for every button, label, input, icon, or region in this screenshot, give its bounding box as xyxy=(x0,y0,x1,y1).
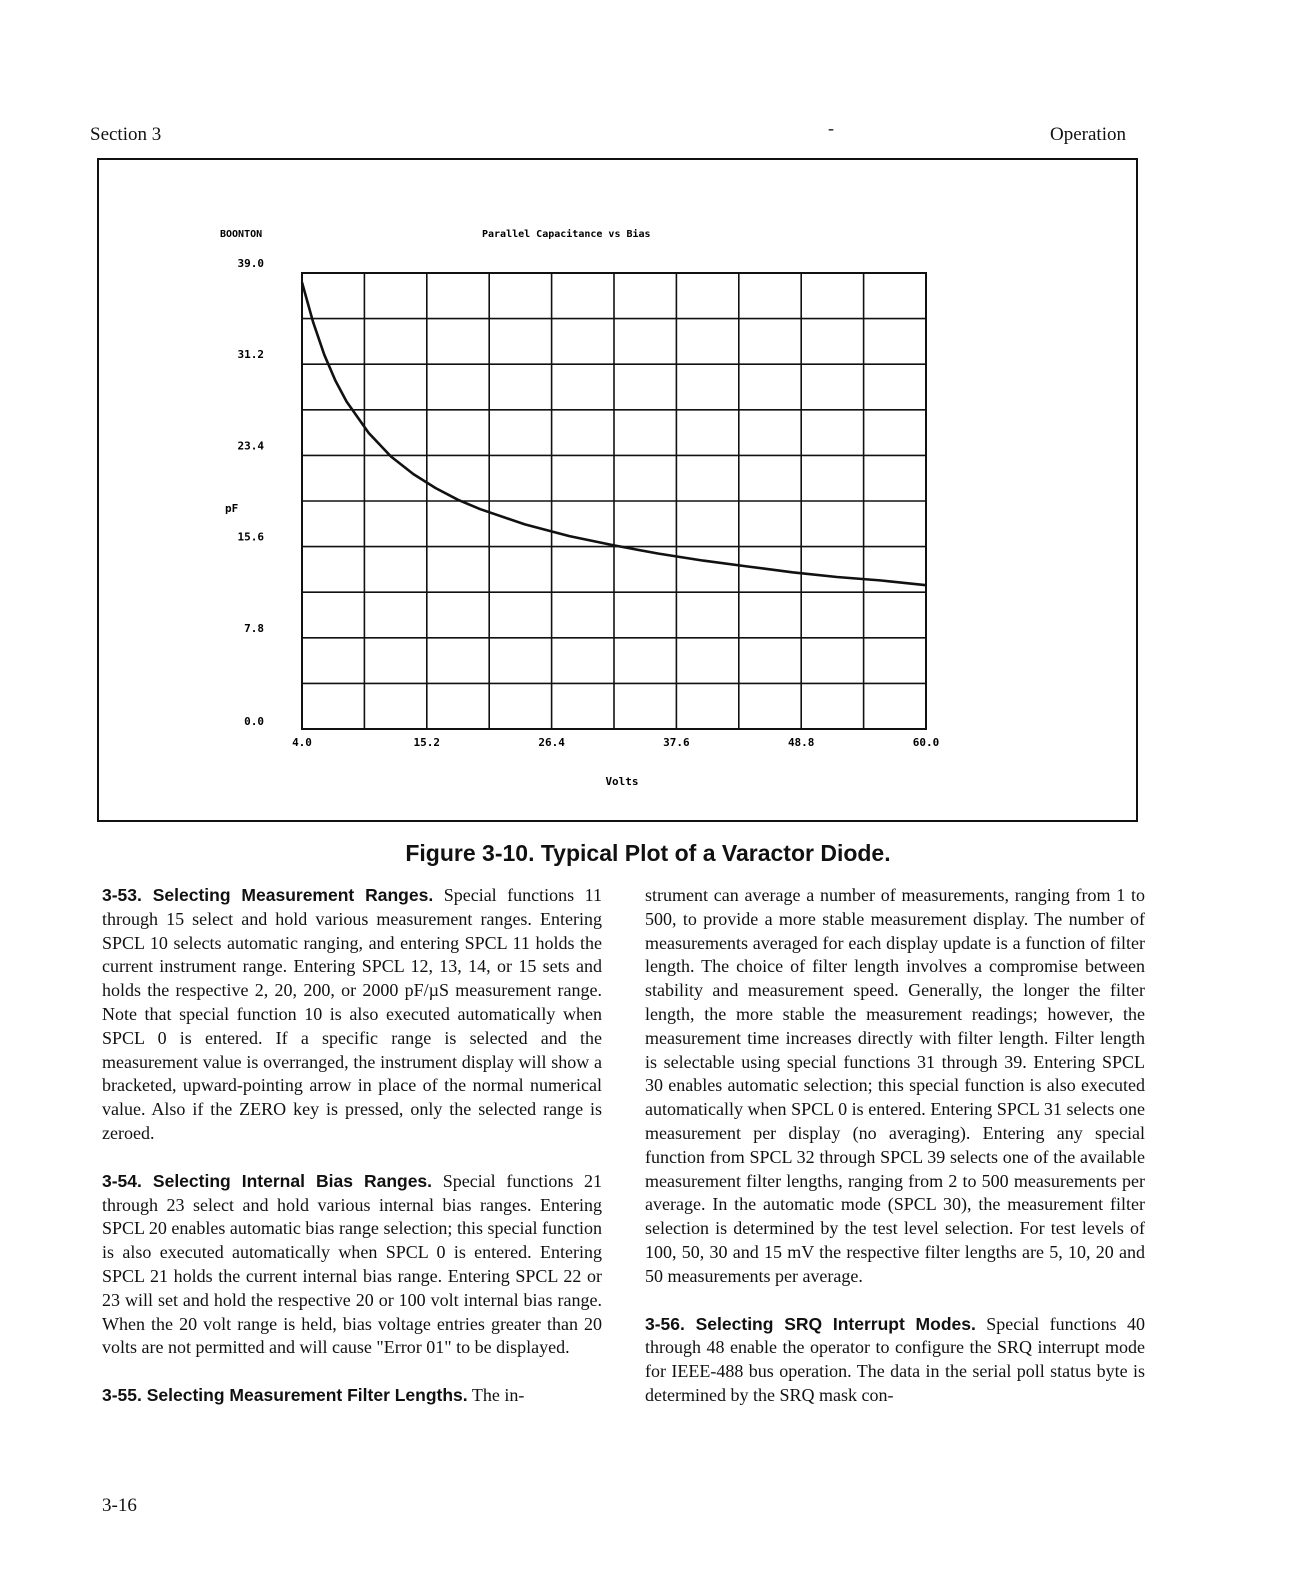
figure-caption: Figure 3-10. Typical Plot of a Varactor Diode. xyxy=(405,840,891,866)
x-axis-label: Volts xyxy=(605,775,639,788)
heading-3-54: 3-54. Selecting Internal Bias Ranges. xyxy=(102,1170,433,1191)
body-3-56: Special functions 40 through 48 enable the operator to configure the SRQ interrupt mode for IEEE-488 bus operation. The data in the serial poll status byte is determined by the SRQ mask con- xyxy=(645,1313,1145,1405)
header-dash: - xyxy=(828,118,834,138)
y-axis-label: pF xyxy=(225,502,239,515)
paragraph-3-56 xyxy=(645,1313,1145,1408)
y-tick-label: 23.4 xyxy=(237,439,264,453)
right-column xyxy=(645,884,1145,1432)
heading-3-53: 3-53. Selecting Measurement Ranges. xyxy=(102,885,434,905)
y-tick-label: 39.0 xyxy=(237,257,264,270)
y-tick-label: 7.8 xyxy=(244,621,264,635)
y-tick-label: 15.6 xyxy=(237,530,264,544)
paragraph-3-55-continued: strument can average a number of measurements, ranging from 1 to 500, to provide a more stable measurement display. The number of measurements averaged for each display update is a function of filter length. The choice of filter length involves a compromise between stability and measurement speed. Generally, the longer the filter length, the more stable the measurement readings; however, the measurement time increases directly with filter length. Filter length is selectable using special functions 31 through 39. Entering SPCL 30 enables automatic selection; this special function is also executed automatically when SPCL 0 is entered. Entering SPCL 31 selects one measurement per display (no averaging). Entering any special function from SPCL 32 through SPCL 39 selects one of the available measurement filter lengths, ranging from 2 to 500 measurements per average. In the automatic mode (SPCL 30), the measurement filter selection is determined by the test level selection. For test levels of 100, 50, 30 and 15 mV the respective filter lengths are 5, 10, 20 and 50 measurements per average. xyxy=(645,885,1145,1286)
heading-3-55: 3-55. Selecting Measurement Filter Lengths. xyxy=(102,1385,468,1406)
paragraph-3-54 xyxy=(102,1170,602,1360)
left-column xyxy=(102,884,602,1432)
chart-title: Parallel Capacitance vs Bias xyxy=(482,229,651,240)
body-3-54: Special functions 21 through 23 select and hold various internal bias ranges. Entering SPCL 20 enables automatic bias range selection; this special function is also executed automatically when SPCL 0 is entered. Entering SPCL 21 holds the current internal bias range. Entering SPCL 22 or 23 will set and hold the respective 20 or 100 volt internal bias range. When the 20 volt range is held, bias voltage entries greater than 20 volts are not permitted and will cause "Error 01" to be displayed. xyxy=(102,1170,602,1358)
x-tick-label: 60.0 xyxy=(912,736,940,749)
chapter-label: Operation xyxy=(1050,124,1126,145)
figure-frame xyxy=(97,158,1138,822)
y-tick-label: 31.2 xyxy=(237,348,264,362)
paragraph-3-55 xyxy=(102,1384,602,1408)
body-3-53: Special functions 11 through 15 select and hold various measurement ranges. Entering SPCL 10 selects automatic ranging, and entering SPCL 11 holds the current instrument range. Entering SPCL 12, 13, 14, or 15 sets and holds the respective 2, 20, 200, or 2000 pF/µS measurement range. Note that special function 10 is also executed automatically when SPCL 0 is entered. If a specific range is selected and the measurement value is overranged, the instrument display will show a bracketed, upward-pointing arrow in place of the normal numerical value. Also if the ZERO key is pressed, only the selected range is zeroed. xyxy=(102,885,603,1143)
section-label: Section 3 xyxy=(90,124,162,145)
body-3-55-start: The in- xyxy=(471,1385,525,1406)
x-tick-label: 4.0 xyxy=(292,736,312,749)
x-tick-label: 26.4 xyxy=(538,736,565,749)
chart-brand: BOONTON xyxy=(220,229,263,240)
chart-grid xyxy=(302,273,926,729)
y-tick-label: 0.0 xyxy=(244,715,264,728)
x-tick-label: 48.8 xyxy=(787,736,815,749)
heading-3-56: 3-56. Selecting SRQ Interrupt Modes. xyxy=(645,1313,976,1334)
capacitance-chart xyxy=(99,160,1140,824)
paragraph-3-53 xyxy=(102,884,602,1146)
page-number: 3-16 xyxy=(102,1495,137,1516)
x-tick-label: 15.2 xyxy=(413,736,441,749)
chart-ticks xyxy=(238,257,940,749)
x-tick-label: 37.6 xyxy=(663,736,690,749)
